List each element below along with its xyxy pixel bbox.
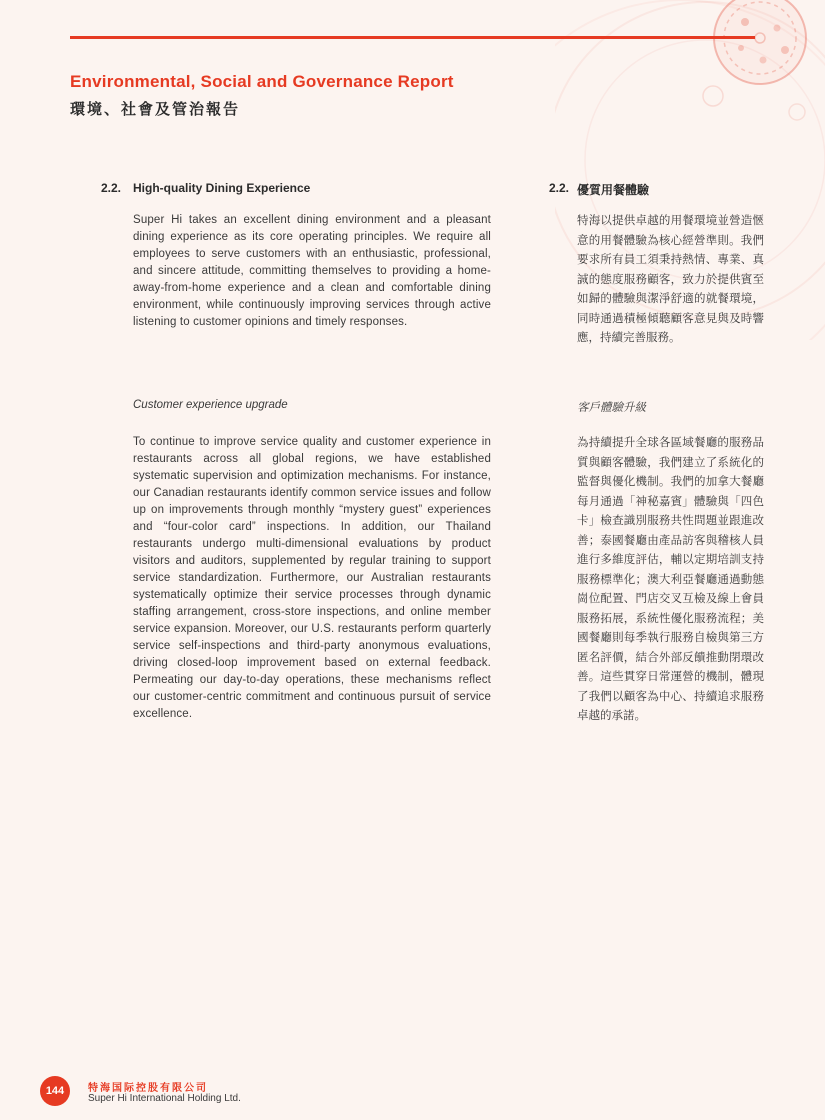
section-heading-en: High-quality Dining Experience	[133, 181, 311, 195]
paragraph-zh-1: 特海以提供卓越的用餐環境並營造愜意的用餐體驗為核心經營準則。我們要求所有員工須秉持熱情、專業、真誠的態度服務顧客，致力於提供賓至如歸的體驗與潔淨舒適的就餐環境，同時通過積極傾聽顧客意見與及時響應，持續完善服務。	[577, 215, 764, 344]
report-title-zh: 環境、社會及管治報告	[70, 101, 241, 118]
paragraph-en-1: Super Hi takes an excellent dining environment and a pleasant dining experience as its core operating principles. We require all employees to serve customers with an enthusiastic, professional, and sincere attitude, committing themselves to providing a home-away-from-home experience and a clean and comfortable dining environment, while continuously improving services through active listening to customer opinions and timely responses.	[133, 214, 491, 328]
subheading-en: Customer experience upgrade	[133, 399, 288, 411]
section-number-zh: 2.2.	[549, 181, 570, 195]
paragraph-en-2: To continue to improve service quality and customer experience in restaurants across all global regions, we have established systematic supervision and optimization mechanisms. For instance, our Canadian restaurants identify common service issues and follow up on improvements through monthly “mystery guest” experiences and “four-color card” inspections. In addition, our Thailand restaurants undergo multi-dimensional evaluations by product visitors and auditors, supplemented by regular training to support service standardization. Furthermore, our Australian restaurants systematically optimize their service processes through dynamic staffing arrangement, cross-store inspections, and online member service expansion. Moreover, our U.S. restaurants perform quarterly service self-inspections and third-party anonymous evaluations, driving closed-loop improvement based on external feedback. Permeating our day-to-day operations, these mechanisms reflect our customer-centric commitment and continuous pursuit of service excellence.	[133, 436, 491, 720]
footer-company-name-en: Super Hi International Holding Ltd.	[88, 1093, 241, 1104]
subheading-zh: 客戶體驗升級	[577, 402, 646, 414]
report-title-en: Environmental, Social and Governance Report	[70, 72, 454, 91]
page-number-badge	[40, 1076, 70, 1106]
header-rule	[70, 36, 755, 39]
section-number-en: 2.2.	[101, 181, 122, 195]
page-number: 144	[45, 1085, 65, 1097]
section-heading-zh: 優質用餐體驗	[577, 183, 650, 197]
footer-company-name-zh: 特海国际控股有限公司	[88, 1083, 208, 1094]
paragraph-zh-2: 為持續提升全球各區域餐廳的服務品質與顧客體驗，我們建立了系統化的監督與優化機制。我們的加拿大餐廳每月通過「神秘嘉賓」體驗與「四色卡」檢查識別服務共性問題並跟進改善；泰國餐廳由產品訪客與稽核人員進行多維度評估，輔以定期培訓支持服務標準化；澳大利亞餐廳通過動態崗位配置、門店交叉互檢及線上會員服務拓展，系統性優化服務流程；美國餐廳則每季執行服務自檢與第三方匿名評價，結合外部反饋推動閉環改善。這些貫穿日常運營的機制，體現了我們以顧客為中心、持續追求服務卓越的承諾。	[577, 437, 764, 722]
